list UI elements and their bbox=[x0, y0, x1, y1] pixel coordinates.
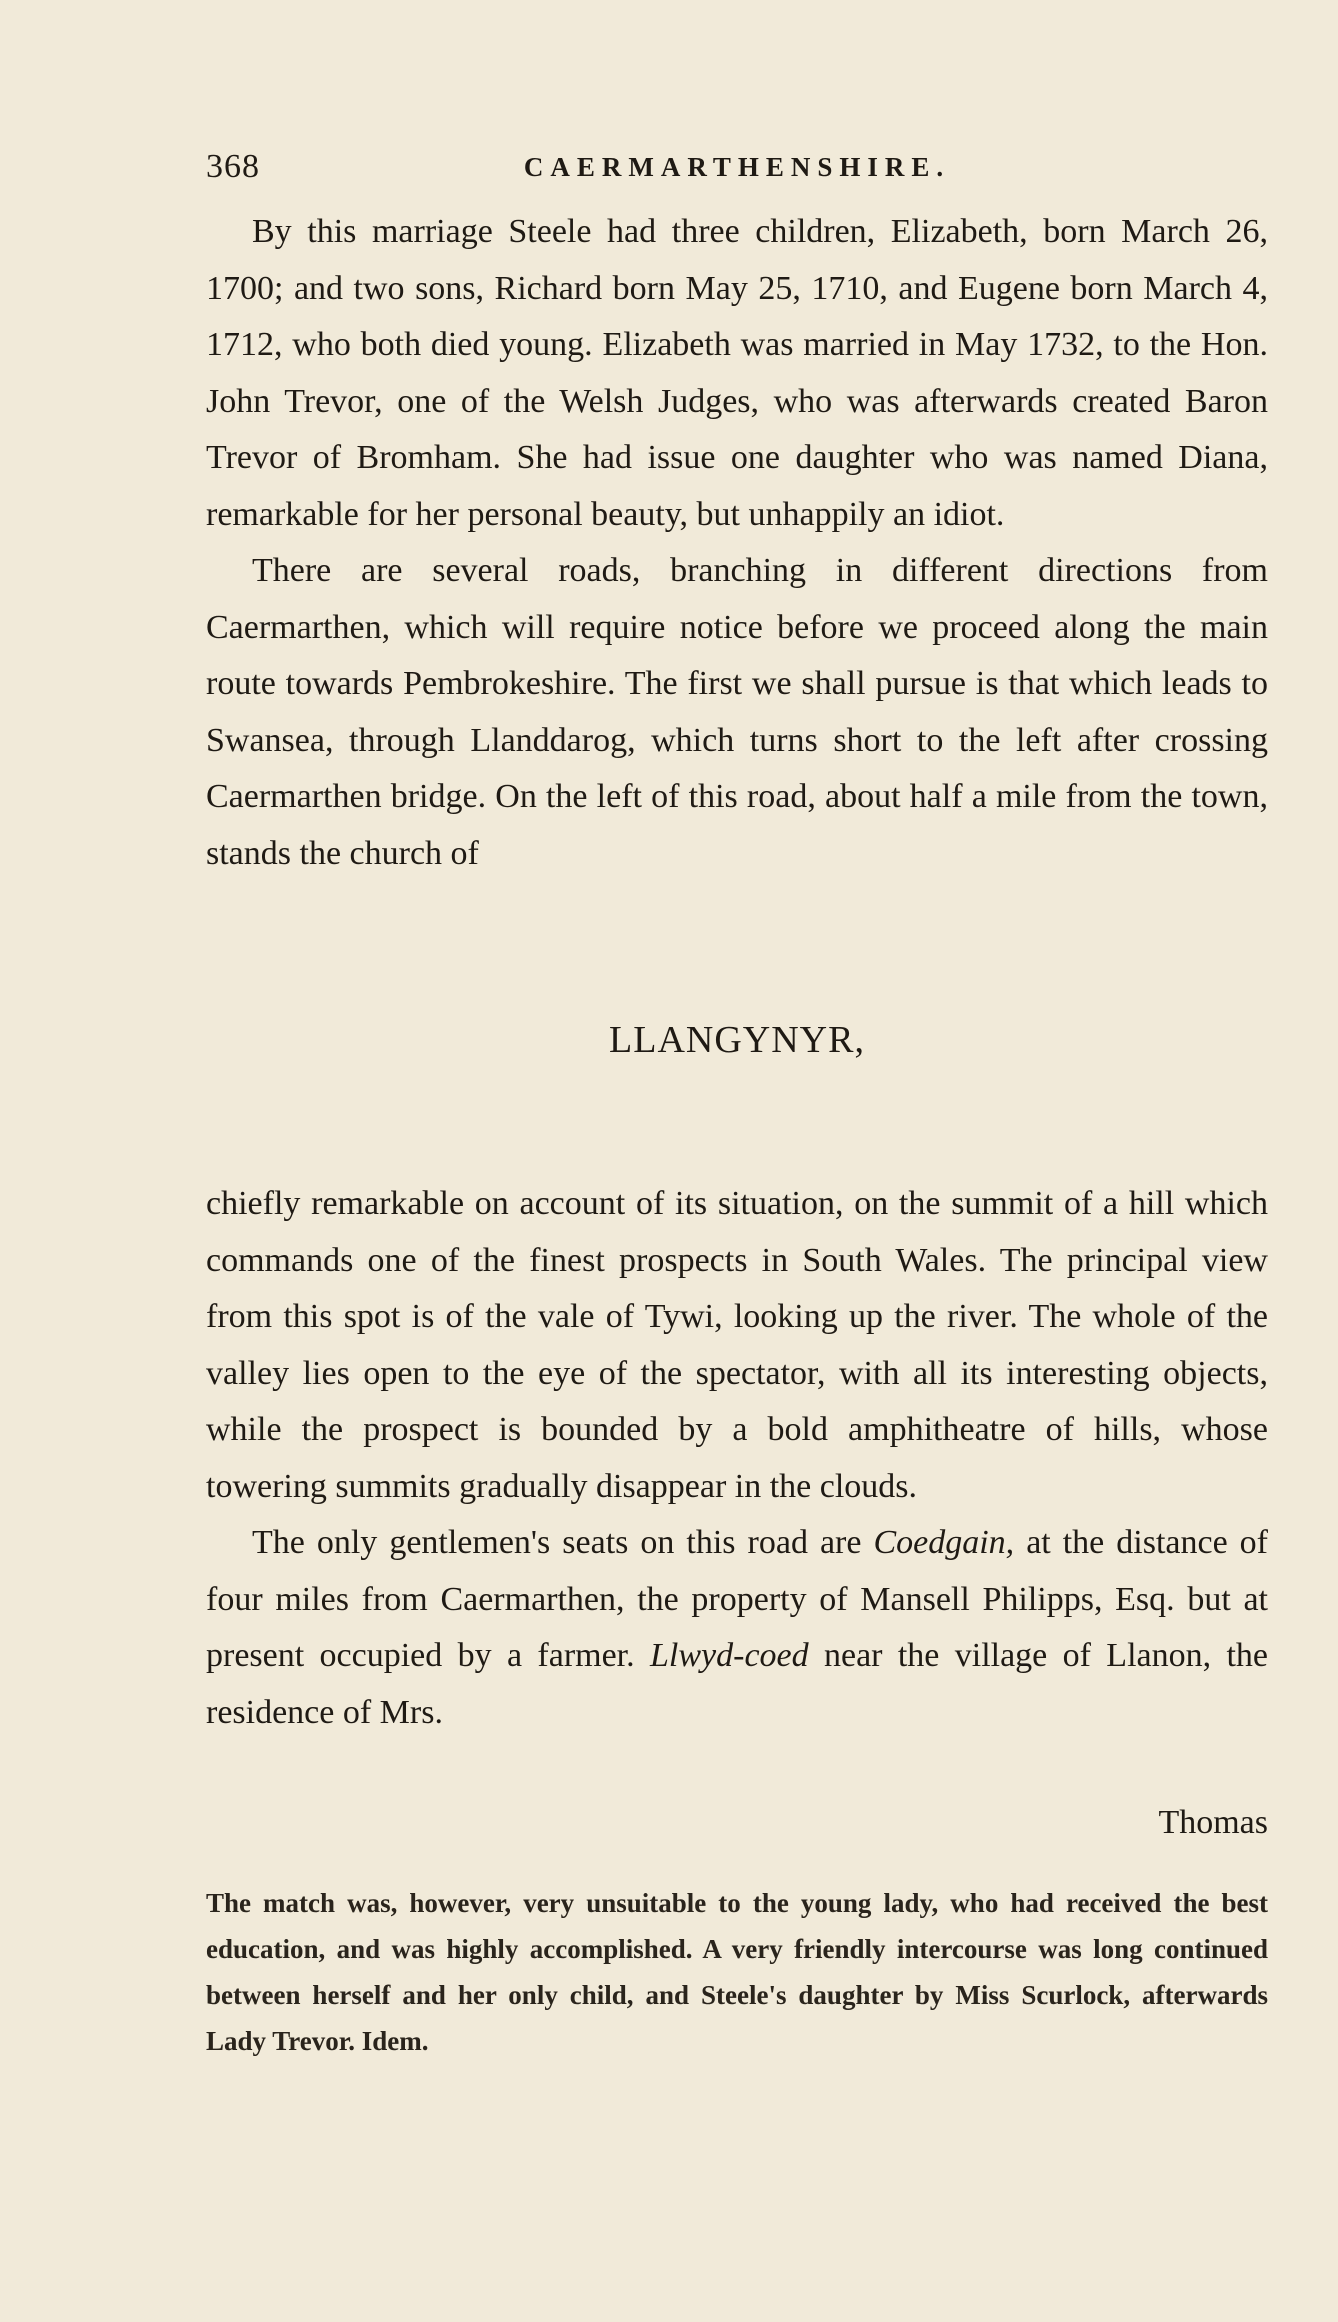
paragraph-roads: There are several roads, branching in different directions from Caermarthen, which will require notice before we proceed along the main route towards Pembrokeshire. The first we shall pursue is that which leads to Swansea, through Llanddarog, which turns short to the left after crossing Caermarthen bridge. On the left of this road, about half a mile from the town, stands the church of bbox=[206, 552, 1268, 872]
text-block-upper bbox=[206, 204, 1268, 882]
footnote-text: The match was, however, very unsuitable to the young lady, who had received the best education, and was highly accomplished. A very friendly intercourse was long continued between herself and her only child, and Steele's daughter by Miss Scurlock, afterwards Lady Trevor. Idem. bbox=[206, 1888, 1268, 2056]
seats-text-c: near the village of Llanon, the residence of Mrs. bbox=[206, 1637, 1268, 1731]
seats-text-b: at the distance of four miles from Caermarthen, the property of Mansell Philipps, Esq. but at present occupied by a farmer. bbox=[206, 1524, 1269, 1674]
section-heading: LLANGYNYR, bbox=[609, 1019, 865, 1061]
footnote bbox=[206, 1880, 1268, 2064]
page-number: 368 bbox=[206, 148, 260, 185]
text-block-lower bbox=[206, 1176, 1268, 1741]
catchword: Thomas bbox=[1158, 1804, 1268, 1841]
paragraph-gentlemens-seats bbox=[206, 1515, 1268, 1741]
page-header bbox=[206, 148, 1268, 188]
running-head: CAERMARTHENSHIRE. bbox=[523, 152, 951, 182]
paragraph-steele-children: By this marriage Steele had three children, Elizabeth, born March 26, 1700; and two sons, Richard born May 25, 1710, and Eugene born March 4, 1712, who both died young. Elizabeth was married in May 1732, to the Hon. John Trevor, one of the Welsh Judges, who was afterwards created Baron Trevor of Bromham. She had issue one daughter who was named Diana, remarkable for her personal beauty, but unhappily an idiot. bbox=[206, 213, 1268, 533]
seat-name-coedgain: Coedgain, bbox=[873, 1524, 1015, 1561]
paragraph-llangynyr: chiefly remarkable on account of its situation, on the summit of a hill which commands one of the finest prospects in South Wales. The principal view from this spot is of the vale of Tywi, looking up the river. The whole of the valley lies open to the eye of the spectator, with all its interesting objects, while the prospect is bounded by a bold amphitheatre of hills, whose towering summits gradually disappear in the clouds. bbox=[206, 1185, 1268, 1505]
seat-name-llwyd-coed: Llwyd-coed bbox=[650, 1637, 809, 1674]
seats-text-a: The only gentlemen's seats on this road are bbox=[252, 1524, 874, 1561]
